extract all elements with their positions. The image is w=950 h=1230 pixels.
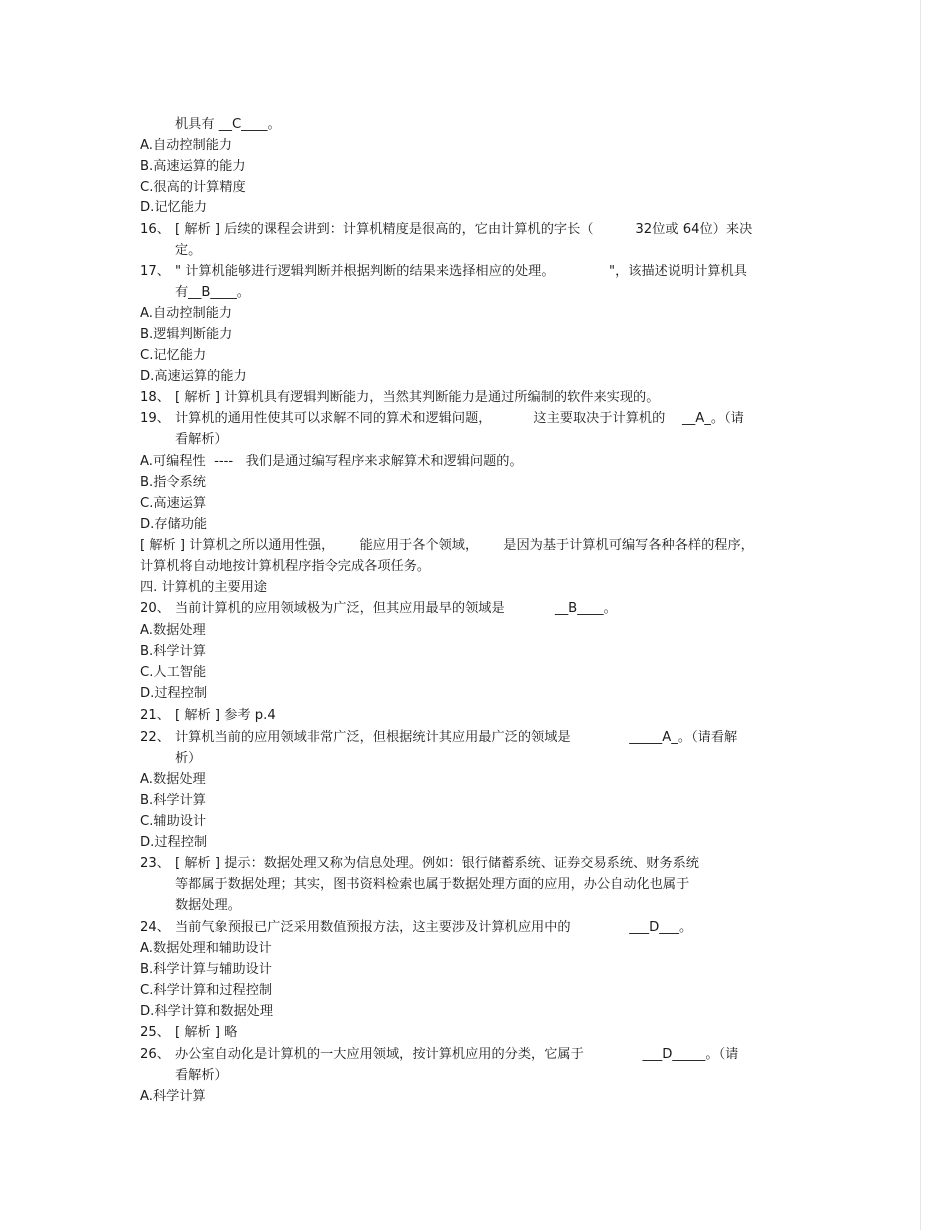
doc-line [0, 748, 920, 769]
doc-line [0, 620, 920, 641]
line-text: B.科学计算与辅助设计 [140, 962, 272, 977]
doc-line [0, 514, 920, 535]
doc-line [0, 895, 920, 916]
line-text: C.人工智能 [140, 665, 207, 680]
line-text: A.数据处理和辅助设计 [140, 941, 272, 956]
item-number: 24、 [140, 920, 170, 935]
line-text: 定。 [175, 243, 202, 258]
doc-line [0, 938, 920, 959]
doc-line [0, 1044, 920, 1065]
item-number: 23、 [140, 856, 170, 871]
line-text: C.高速运算 [140, 496, 207, 511]
line-text: A.可编程性 ---- 我们是通过编写程序来求解算术和逻辑问题的。 [140, 454, 523, 469]
line-text: 析） [175, 751, 202, 766]
doc-line [0, 662, 920, 683]
doc-line [0, 790, 920, 811]
doc-line [0, 811, 920, 832]
item-number: 19、 [140, 411, 170, 426]
line-text: C.辅助设计 [140, 814, 207, 829]
doc-line [0, 959, 920, 980]
doc-line [0, 1086, 920, 1107]
doc-line [0, 303, 920, 324]
doc-line [0, 324, 920, 345]
line-text: 当前气象预报已广泛采用数值预报方法，这主要涉及计算机应用中的 ___D___。 [175, 920, 693, 935]
doc-line [0, 282, 920, 303]
doc-line [0, 1022, 920, 1043]
line-text: C.很高的计算精度 [140, 180, 246, 195]
doc-line [0, 345, 920, 366]
doc-line [0, 705, 920, 726]
doc-line [0, 451, 920, 472]
line-text: 有__B____。 [175, 285, 250, 300]
item-number: 22、 [140, 730, 170, 745]
doc-line [0, 727, 920, 748]
doc-line [0, 874, 920, 895]
doc-line [0, 472, 920, 493]
doc-line [0, 832, 920, 853]
line-text: [ 解析 ] 计算机之所以通用性强， 能应用于各个领域， 是因为基于计算机可编写各种各样的程序， [140, 538, 754, 553]
doc-line [0, 577, 920, 598]
line-text: D.过程控制 [140, 835, 208, 850]
doc-line [0, 177, 920, 198]
item-number: 25、 [140, 1025, 170, 1040]
doc-line [0, 135, 920, 156]
doc-line [0, 114, 920, 135]
doc-line [0, 493, 920, 514]
doc-line [0, 387, 920, 408]
line-text: C.科学计算和过程控制 [140, 983, 273, 998]
item-number: 16、 [140, 222, 170, 237]
item-number: 17、 [140, 264, 170, 279]
doc-line [0, 598, 920, 619]
line-text: B.指令系统 [140, 475, 206, 490]
line-text: C.记忆能力 [140, 348, 207, 363]
line-text: 等都属于数据处理；其实，图书资料检索也属于数据处理方面的应用，办公自动化也属于 [175, 877, 690, 892]
line-text: 看解析） [175, 1068, 228, 1083]
page-edge [920, 0, 921, 1230]
line-text: D.记忆能力 [140, 200, 208, 215]
item-number: 21、 [140, 708, 170, 723]
line-text: D.高速运算的能力 [140, 369, 247, 384]
line-text: 机具有 __C____。 [175, 117, 281, 132]
line-text: [ 解析 ] 略 [175, 1025, 238, 1040]
doc-line [0, 980, 920, 1001]
line-text: B.高速运算的能力 [140, 159, 246, 174]
doc-line [0, 197, 920, 218]
line-text: 计算机将自动地按计算机程序指令完成各项任务。 [140, 559, 431, 574]
line-text: 办公室自动化是计算机的一大应用领域，按计算机应用的分类，它属于 ___D_____。（请 [175, 1047, 739, 1062]
doc-line [0, 556, 920, 577]
line-text: 四. 计算机的主要用途 [140, 580, 268, 595]
line-text: A.自动控制能力 [140, 306, 233, 321]
item-number: 26、 [140, 1047, 170, 1062]
doc-line [0, 366, 920, 387]
line-text: B.科学计算 [140, 793, 206, 808]
line-text: [ 解析 ] 参考 p.4 [175, 708, 276, 723]
doc-line [0, 1001, 920, 1022]
line-text: [ 解析 ] 计算机具有逻辑判断能力，当然其判断能力是通过所编制的软件来实现的。 [175, 390, 660, 405]
line-text: A.数据处理 [140, 772, 206, 787]
line-text: A.数据处理 [140, 623, 206, 638]
doc-line [0, 853, 920, 874]
line-text: [ 解析 ] 提示：数据处理又称为信息处理。例如：银行储蓄系统、证券交易系统、财务系统 [175, 856, 699, 871]
line-text: B.科学计算 [140, 644, 206, 659]
doc-line [0, 535, 920, 556]
line-text: 计算机的通用性使其可以求解不同的算术和逻辑问题， 这主要取决于计算机的 __A_。（请 [175, 411, 744, 426]
line-text: B.逻辑判断能力 [140, 327, 233, 342]
doc-line [0, 408, 920, 429]
line-text: 数据处理。 [175, 898, 241, 913]
doc-line [0, 1065, 920, 1086]
line-text: 当前计算机的应用领域极为广泛，但其应用最早的领域是 __B____。 [175, 601, 617, 616]
doc-line [0, 261, 920, 282]
line-text: A.科学计算 [140, 1089, 206, 1104]
line-text: " 计算机能够进行逻辑判断并根据判断的结果来选择相应的处理。 "，该描述说明计算机具 [175, 264, 747, 279]
doc-line [0, 683, 920, 704]
line-text: A.自动控制能力 [140, 138, 233, 153]
doc-line [0, 219, 920, 240]
doc-line [0, 240, 920, 261]
line-text: D.存储功能 [140, 517, 208, 532]
doc-line [0, 641, 920, 662]
doc-line [0, 917, 920, 938]
doc-line [0, 769, 920, 790]
item-number: 18、 [140, 390, 170, 405]
line-text: D.过程控制 [140, 686, 208, 701]
line-text: 看解析） [175, 432, 228, 447]
doc-line [0, 156, 920, 177]
doc-line [0, 429, 920, 450]
line-text: 计算机当前的应用领域非常广泛，但根据统计其应用最广泛的领域是 _____A_。（请看解 [175, 730, 738, 745]
line-text: D.科学计算和数据处理 [140, 1004, 274, 1019]
line-text: [ 解析 ] 后续的课程会讲到：计算机精度是很高的，它由计算机的字长（ 32位或 64位）来决 [175, 222, 753, 237]
item-number: 20、 [140, 601, 170, 616]
